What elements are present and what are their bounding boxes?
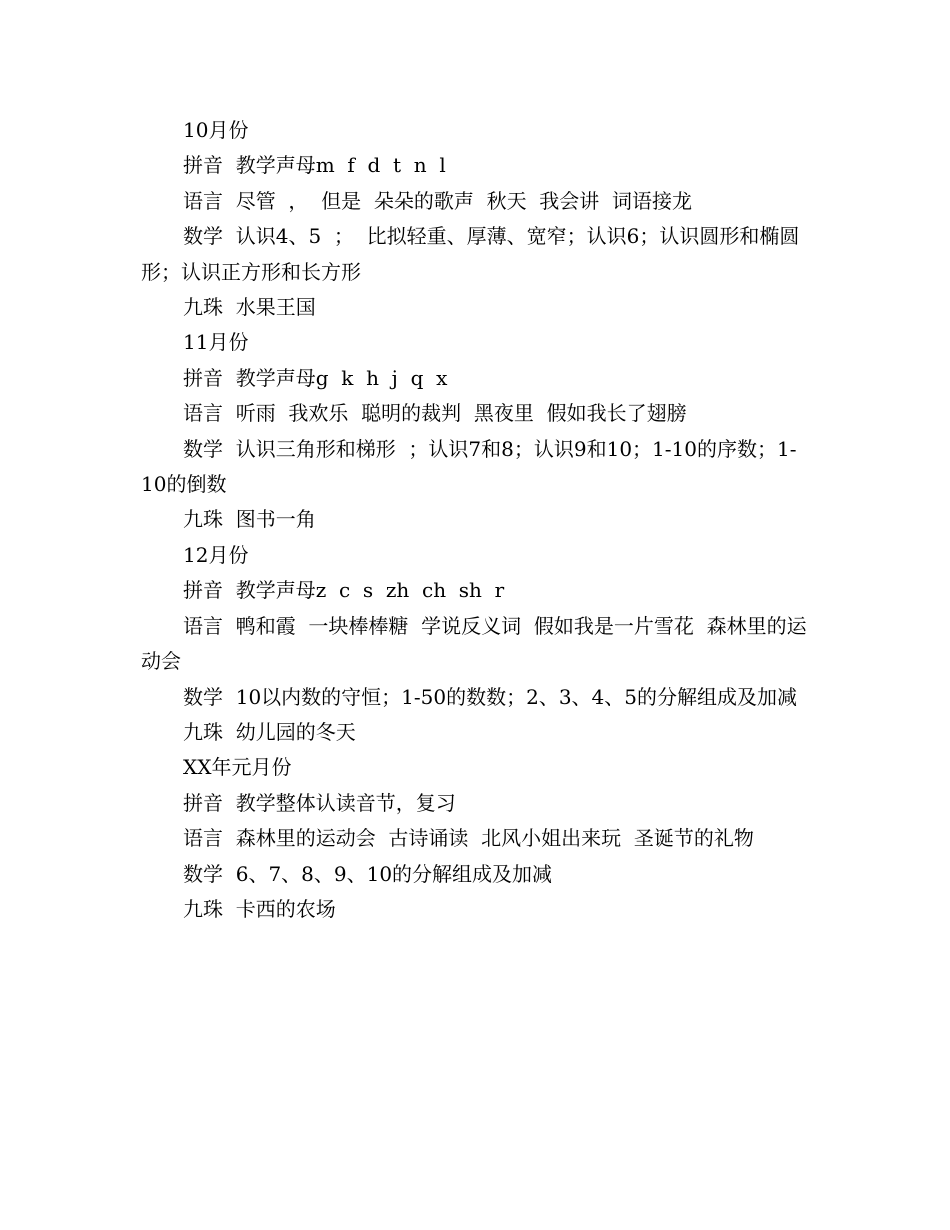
pinyin-line: 拼音 教学整体认读音节，复习 bbox=[183, 790, 456, 815]
month-heading-october: 10月份 bbox=[183, 118, 249, 142]
math-line: 数学 认识4、5 ； 比拟轻重、厚薄、宽窄；认识6；认识圆形和椭圆形；认识正方形和长方形 bbox=[141, 224, 800, 284]
pinyin-line: 拼音 教学声母m f d t n l bbox=[183, 153, 446, 178]
language-line: 语言 鸭和霞 一块棒棒糖 学说反义词 假如我是一片雪花 森林里的运动会 bbox=[141, 613, 807, 674]
month-heading-january: XX年元月份 bbox=[183, 755, 292, 780]
abacus-line: 九珠 卡西的农场 bbox=[183, 896, 336, 921]
math-line: 数学 6、7、8、9、10的分解组成及加减 bbox=[183, 861, 553, 886]
language-line: 语言 森林里的运动会 古诗诵读 北风小姐出来玩 圣诞节的礼物 bbox=[183, 826, 754, 851]
document-body bbox=[141, 113, 813, 927]
month-heading-december: 12月份 bbox=[183, 542, 249, 567]
language-line: 语言 听雨 我欢乐 聪明的裁判 黑夜里 假如我长了翅膀 bbox=[183, 401, 687, 426]
abacus-line: 九珠 图书一角 bbox=[183, 507, 316, 532]
abacus-line: 九珠 幼儿园的冬天 bbox=[183, 719, 356, 744]
pinyin-line: 拼音 教学声母z c s zh ch sh r bbox=[183, 578, 505, 603]
math-line: 数学 10以内数的守恒；1-50的数数；2、3、4、5的分解组成及加减 bbox=[183, 684, 797, 709]
pinyin-line: 拼音 教学声母g k h j q x bbox=[183, 365, 448, 390]
math-line: 数学 认识三角形和梯形 ；认识7和8；认识9和10；1-10的序数；1-10的倒数 bbox=[141, 436, 797, 497]
abacus-line: 九珠 水果王国 bbox=[183, 295, 316, 320]
language-line: 语言 尽管 ， 但是 朵朵的歌声 秋天 我会讲 词语接龙 bbox=[183, 188, 693, 213]
month-heading-november: 11月份 bbox=[183, 330, 249, 355]
